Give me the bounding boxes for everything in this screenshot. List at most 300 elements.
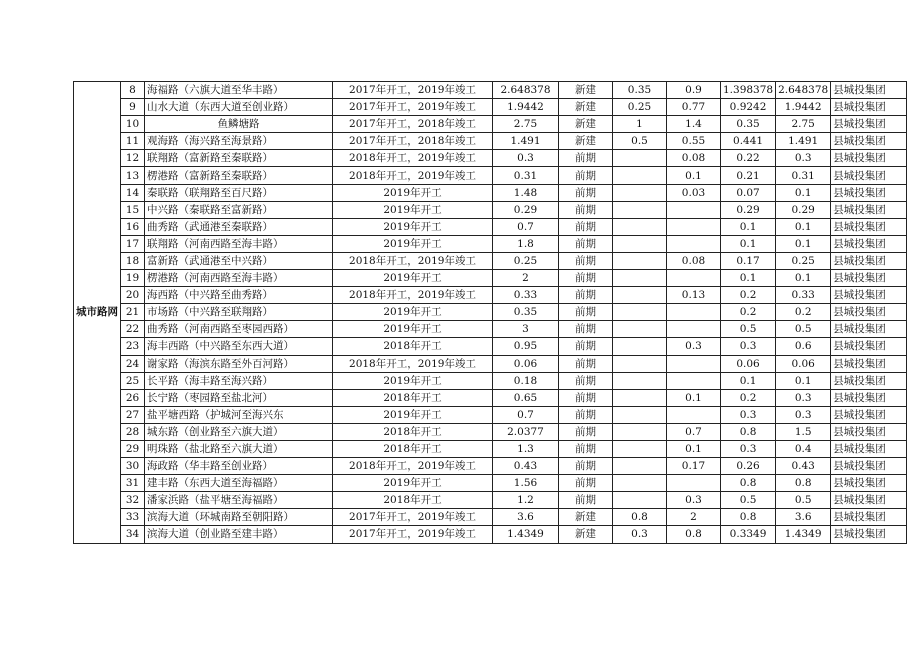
investment-col-c: 0.06 xyxy=(721,355,776,372)
construction-period: 2019年开工 xyxy=(333,184,493,201)
investment-col-a xyxy=(613,321,667,338)
investment-col-b: 0.08 xyxy=(667,252,721,269)
investment-col-b: 0.3 xyxy=(667,492,721,509)
construction-period: 2019年开工 xyxy=(333,218,493,235)
responsible-unit: 县城投集团 xyxy=(831,355,907,372)
investment-col-a xyxy=(613,406,667,423)
investment-col-b xyxy=(667,372,721,389)
project-type: 新建 xyxy=(559,99,613,116)
table-row xyxy=(74,218,907,235)
row-number: 8 xyxy=(121,82,145,99)
investment-col-a xyxy=(613,304,667,321)
total-investment: 0.18 xyxy=(493,372,559,389)
total-investment: 1.4349 xyxy=(493,526,559,543)
row-number: 16 xyxy=(121,218,145,235)
road-name: 海福路（六旗大道至华丰路） xyxy=(145,82,333,99)
road-name: 滨海大道（环城南路至朝阳路） xyxy=(145,509,333,526)
responsible-unit: 县城投集团 xyxy=(831,150,907,167)
responsible-unit: 县城投集团 xyxy=(831,321,907,338)
construction-period: 2019年开工 xyxy=(333,372,493,389)
table-row xyxy=(74,321,907,338)
investment-col-b: 0.17 xyxy=(667,458,721,475)
investment-col-d: 0.8 xyxy=(776,475,831,492)
total-investment: 0.7 xyxy=(493,218,559,235)
investment-col-a xyxy=(613,338,667,355)
total-investment: 2.75 xyxy=(493,116,559,133)
investment-col-a xyxy=(613,150,667,167)
road-name: 曲秀路（河南西路至枣园西路） xyxy=(145,321,333,338)
row-number: 28 xyxy=(121,423,145,440)
total-investment: 1.2 xyxy=(493,492,559,509)
table-row xyxy=(74,150,907,167)
investment-col-b: 1.4 xyxy=(667,116,721,133)
table-body xyxy=(74,82,907,544)
investment-col-d: 0.2 xyxy=(776,304,831,321)
project-type: 前期 xyxy=(559,372,613,389)
construction-period: 2018年开工，2019年竣工 xyxy=(333,252,493,269)
road-name: 曲秀路（武通港至秦联路） xyxy=(145,218,333,235)
road-name: 观海路（海兴路至海景路） xyxy=(145,133,333,150)
investment-col-c: 0.26 xyxy=(721,458,776,475)
responsible-unit: 县城投集团 xyxy=(831,218,907,235)
investment-col-d: 1.4349 xyxy=(776,526,831,543)
row-number: 29 xyxy=(121,440,145,457)
investment-col-b: 0.7 xyxy=(667,423,721,440)
project-type: 前期 xyxy=(559,150,613,167)
road-name: 长平路（海丰路至海兴路） xyxy=(145,372,333,389)
investment-col-b xyxy=(667,355,721,372)
investment-col-b xyxy=(667,218,721,235)
row-number: 11 xyxy=(121,133,145,150)
investment-col-c: 0.22 xyxy=(721,150,776,167)
investment-col-c: 0.9242 xyxy=(721,99,776,116)
road-name: 市场路（中兴路至联翔路） xyxy=(145,304,333,321)
road-name: 海西路（中兴路至曲秀路） xyxy=(145,287,333,304)
project-type: 前期 xyxy=(559,184,613,201)
investment-col-b xyxy=(667,201,721,218)
investment-col-a xyxy=(613,389,667,406)
construction-period: 2018年开工，2019年竣工 xyxy=(333,167,493,184)
investment-col-d: 0.5 xyxy=(776,492,831,509)
total-investment: 0.95 xyxy=(493,338,559,355)
investment-col-c: 0.5 xyxy=(721,321,776,338)
row-number: 18 xyxy=(121,252,145,269)
project-type: 前期 xyxy=(559,252,613,269)
investment-col-d: 0.43 xyxy=(776,458,831,475)
road-name: 中兴路（秦联路至富新路） xyxy=(145,201,333,218)
responsible-unit: 县城投集团 xyxy=(831,270,907,287)
table-row xyxy=(74,184,907,201)
table-row xyxy=(74,406,907,423)
total-investment: 1.56 xyxy=(493,475,559,492)
responsible-unit: 县城投集团 xyxy=(831,201,907,218)
investment-col-b: 0.9 xyxy=(667,82,721,99)
total-investment: 0.65 xyxy=(493,389,559,406)
construction-period: 2017年开工，2018年竣工 xyxy=(333,116,493,133)
construction-period: 2018年开工，2019年竣工 xyxy=(333,355,493,372)
road-name: 盐平塘西路（护城河至海兴东 xyxy=(145,406,333,423)
investment-col-b: 2 xyxy=(667,509,721,526)
responsible-unit: 县城投集团 xyxy=(831,389,907,406)
road-name: 潘家浜路（盐平塘至海福路） xyxy=(145,492,333,509)
road-name: 海丰西路（中兴路至东西大道） xyxy=(145,338,333,355)
investment-col-d: 1.491 xyxy=(776,133,831,150)
construction-period: 2017年开工，2019年竣工 xyxy=(333,509,493,526)
responsible-unit: 县城投集团 xyxy=(831,82,907,99)
responsible-unit: 县城投集团 xyxy=(831,133,907,150)
investment-col-a: 0.8 xyxy=(613,509,667,526)
investment-col-a xyxy=(613,184,667,201)
investment-col-c: 0.35 xyxy=(721,116,776,133)
responsible-unit: 县城投集团 xyxy=(831,167,907,184)
responsible-unit: 县城投集团 xyxy=(831,526,907,543)
investment-col-c: 0.441 xyxy=(721,133,776,150)
row-number: 12 xyxy=(121,150,145,167)
investment-col-c: 0.3 xyxy=(721,440,776,457)
total-investment: 2.648378 xyxy=(493,82,559,99)
investment-col-d: 0.3 xyxy=(776,406,831,423)
construction-period: 2018年开工，2019年竣工 xyxy=(333,287,493,304)
construction-period: 2019年开工 xyxy=(333,201,493,218)
total-investment: 0.31 xyxy=(493,167,559,184)
investment-col-b: 0.1 xyxy=(667,167,721,184)
total-investment: 0.25 xyxy=(493,252,559,269)
investment-col-b: 0.55 xyxy=(667,133,721,150)
investment-col-a xyxy=(613,252,667,269)
investment-col-c: 0.2 xyxy=(721,304,776,321)
table-row xyxy=(74,99,907,116)
road-name: 城东路（创业路至六旗大道） xyxy=(145,423,333,440)
investment-col-d: 0.5 xyxy=(776,321,831,338)
total-investment: 3 xyxy=(493,321,559,338)
total-investment: 0.06 xyxy=(493,355,559,372)
row-number: 32 xyxy=(121,492,145,509)
investment-col-c: 0.8 xyxy=(721,423,776,440)
investment-col-b: 0.03 xyxy=(667,184,721,201)
investment-col-d: 0.33 xyxy=(776,287,831,304)
project-table xyxy=(73,81,907,544)
road-name: 楞港路（河南西路至海丰路） xyxy=(145,270,333,287)
investment-col-d: 0.06 xyxy=(776,355,831,372)
responsible-unit: 县城投集团 xyxy=(831,252,907,269)
investment-col-a: 0.25 xyxy=(613,99,667,116)
project-type: 前期 xyxy=(559,492,613,509)
investment-col-d: 0.4 xyxy=(776,440,831,457)
construction-period: 2018年开工 xyxy=(333,492,493,509)
investment-col-b: 0.8 xyxy=(667,526,721,543)
row-number: 21 xyxy=(121,304,145,321)
investment-col-d: 0.1 xyxy=(776,184,831,201)
investment-col-b xyxy=(667,321,721,338)
investment-col-a xyxy=(613,167,667,184)
row-number: 13 xyxy=(121,167,145,184)
responsible-unit: 县城投集团 xyxy=(831,235,907,252)
road-name: 秦联路（联翔路至百尺路） xyxy=(145,184,333,201)
investment-col-c: 0.17 xyxy=(721,252,776,269)
investment-col-c: 0.29 xyxy=(721,201,776,218)
road-name: 长宁路（枣园路至盐北河） xyxy=(145,389,333,406)
total-investment: 3.6 xyxy=(493,509,559,526)
investment-col-c: 0.1 xyxy=(721,235,776,252)
project-type: 新建 xyxy=(559,509,613,526)
construction-period: 2018年开工 xyxy=(333,440,493,457)
responsible-unit: 县城投集团 xyxy=(831,372,907,389)
road-name: 联翔路（富新路至秦联路） xyxy=(145,150,333,167)
project-type: 前期 xyxy=(559,355,613,372)
table-row xyxy=(74,389,907,406)
road-name: 鱼鳞塘路 xyxy=(145,116,333,133)
investment-col-a xyxy=(613,201,667,218)
investment-col-b xyxy=(667,270,721,287)
investment-col-b: 0.77 xyxy=(667,99,721,116)
table-row xyxy=(74,270,907,287)
row-number: 20 xyxy=(121,287,145,304)
investment-col-d: 0.1 xyxy=(776,235,831,252)
investment-col-a xyxy=(613,355,667,372)
road-name: 谢家路（海滨东路至外百河路） xyxy=(145,355,333,372)
project-type: 新建 xyxy=(559,116,613,133)
investment-col-c: 0.3349 xyxy=(721,526,776,543)
total-investment: 1.48 xyxy=(493,184,559,201)
table-row xyxy=(74,526,907,543)
project-type: 新建 xyxy=(559,133,613,150)
responsible-unit: 县城投集团 xyxy=(831,338,907,355)
road-name: 建丰路（东西大道至海福路） xyxy=(145,475,333,492)
construction-period: 2019年开工 xyxy=(333,304,493,321)
row-number: 27 xyxy=(121,406,145,423)
construction-period: 2019年开工 xyxy=(333,321,493,338)
investment-col-a xyxy=(613,440,667,457)
row-number: 23 xyxy=(121,338,145,355)
project-type: 新建 xyxy=(559,526,613,543)
road-name: 滨海大道（创业路至建丰路） xyxy=(145,526,333,543)
table-row xyxy=(74,201,907,218)
construction-period: 2019年开工 xyxy=(333,475,493,492)
responsible-unit: 县城投集团 xyxy=(831,423,907,440)
road-name: 山水大道（东西大道至创业路） xyxy=(145,99,333,116)
investment-col-a xyxy=(613,458,667,475)
investment-col-b xyxy=(667,406,721,423)
total-investment: 0.35 xyxy=(493,304,559,321)
table-row xyxy=(74,338,907,355)
total-investment: 2.0377 xyxy=(493,423,559,440)
investment-col-d: 2.75 xyxy=(776,116,831,133)
total-investment: 0.3 xyxy=(493,150,559,167)
row-number: 17 xyxy=(121,235,145,252)
row-number: 25 xyxy=(121,372,145,389)
investment-col-a xyxy=(613,423,667,440)
investment-col-a xyxy=(613,287,667,304)
investment-col-d: 0.29 xyxy=(776,201,831,218)
project-type: 前期 xyxy=(559,406,613,423)
total-investment: 0.33 xyxy=(493,287,559,304)
row-number: 33 xyxy=(121,509,145,526)
construction-period: 2019年开工 xyxy=(333,406,493,423)
investment-col-c: 0.2 xyxy=(721,287,776,304)
project-type: 前期 xyxy=(559,321,613,338)
total-investment: 2 xyxy=(493,270,559,287)
responsible-unit: 县城投集团 xyxy=(831,184,907,201)
table-row xyxy=(74,82,907,99)
project-type: 前期 xyxy=(559,458,613,475)
construction-period: 2017年开工，2018年竣工 xyxy=(333,133,493,150)
road-name: 联翔路（河南西路至海丰路） xyxy=(145,235,333,252)
investment-col-a xyxy=(613,235,667,252)
investment-col-b: 0.13 xyxy=(667,287,721,304)
table-row xyxy=(74,372,907,389)
table-row xyxy=(74,492,907,509)
investment-col-b: 0.3 xyxy=(667,338,721,355)
investment-col-a: 0.5 xyxy=(613,133,667,150)
investment-col-c: 0.1 xyxy=(721,270,776,287)
investment-col-c: 0.07 xyxy=(721,184,776,201)
investment-col-a xyxy=(613,475,667,492)
investment-col-d: 0.6 xyxy=(776,338,831,355)
investment-col-b: 0.1 xyxy=(667,440,721,457)
table-row xyxy=(74,116,907,133)
table-row xyxy=(74,423,907,440)
row-number: 24 xyxy=(121,355,145,372)
investment-col-d: 1.9442 xyxy=(776,99,831,116)
investment-col-d: 0.31 xyxy=(776,167,831,184)
investment-col-a: 1 xyxy=(613,116,667,133)
investment-col-a xyxy=(613,372,667,389)
investment-col-b: 0.08 xyxy=(667,150,721,167)
project-type: 前期 xyxy=(559,389,613,406)
table-row xyxy=(74,440,907,457)
total-investment: 0.29 xyxy=(493,201,559,218)
road-name: 明珠路（盐北路至六旗大道） xyxy=(145,440,333,457)
construction-period: 2018年开工 xyxy=(333,389,493,406)
project-type: 新建 xyxy=(559,82,613,99)
total-investment: 1.3 xyxy=(493,440,559,457)
investment-col-b xyxy=(667,475,721,492)
investment-col-c: 0.8 xyxy=(721,475,776,492)
investment-col-c: 0.3 xyxy=(721,406,776,423)
road-name: 楞港路（富新路至秦联路） xyxy=(145,167,333,184)
table-row xyxy=(74,355,907,372)
row-number: 30 xyxy=(121,458,145,475)
project-type: 前期 xyxy=(559,270,613,287)
investment-col-b xyxy=(667,235,721,252)
investment-col-a xyxy=(613,218,667,235)
investment-col-c: 0.1 xyxy=(721,218,776,235)
investment-col-b: 0.1 xyxy=(667,389,721,406)
construction-period: 2017年开工，2019年竣工 xyxy=(333,82,493,99)
table-row xyxy=(74,133,907,150)
row-number: 14 xyxy=(121,184,145,201)
row-number: 26 xyxy=(121,389,145,406)
investment-col-d: 3.6 xyxy=(776,509,831,526)
investment-col-c: 1.398378 xyxy=(721,82,776,99)
responsible-unit: 县城投集团 xyxy=(831,406,907,423)
total-investment: 1.9442 xyxy=(493,99,559,116)
investment-col-a xyxy=(613,492,667,509)
project-type: 前期 xyxy=(559,304,613,321)
table-row xyxy=(74,509,907,526)
responsible-unit: 县城投集团 xyxy=(831,287,907,304)
investment-col-d: 0.1 xyxy=(776,270,831,287)
table-row xyxy=(74,458,907,475)
row-number: 9 xyxy=(121,99,145,116)
project-type: 前期 xyxy=(559,218,613,235)
investment-col-c: 0.21 xyxy=(721,167,776,184)
construction-period: 2018年开工 xyxy=(333,338,493,355)
row-number: 22 xyxy=(121,321,145,338)
investment-col-b xyxy=(667,304,721,321)
investment-col-c: 0.2 xyxy=(721,389,776,406)
road-name: 富新路（武通港至中兴路） xyxy=(145,252,333,269)
row-number: 31 xyxy=(121,475,145,492)
table-row xyxy=(74,235,907,252)
category-cell: 城市路网 xyxy=(74,82,121,544)
table-row xyxy=(74,252,907,269)
project-type: 前期 xyxy=(559,423,613,440)
total-investment: 1.8 xyxy=(493,235,559,252)
project-type: 前期 xyxy=(559,235,613,252)
investment-col-d: 2.648378 xyxy=(776,82,831,99)
investment-col-a: 0.3 xyxy=(613,526,667,543)
responsible-unit: 县城投集团 xyxy=(831,475,907,492)
total-investment: 0.7 xyxy=(493,406,559,423)
responsible-unit: 县城投集团 xyxy=(831,458,907,475)
construction-period: 2019年开工 xyxy=(333,235,493,252)
responsible-unit: 县城投集团 xyxy=(831,99,907,116)
table-row xyxy=(74,167,907,184)
investment-col-d: 0.1 xyxy=(776,218,831,235)
investment-col-c: 0.3 xyxy=(721,338,776,355)
row-number: 15 xyxy=(121,201,145,218)
responsible-unit: 县城投集团 xyxy=(831,492,907,509)
responsible-unit: 县城投集团 xyxy=(831,116,907,133)
construction-period: 2018年开工，2019年竣工 xyxy=(333,150,493,167)
row-number: 10 xyxy=(121,116,145,133)
project-type: 前期 xyxy=(559,287,613,304)
investment-col-c: 0.1 xyxy=(721,372,776,389)
project-type: 前期 xyxy=(559,338,613,355)
construction-period: 2019年开工 xyxy=(333,270,493,287)
table-row xyxy=(74,287,907,304)
investment-col-a xyxy=(613,270,667,287)
construction-period: 2017年开工，2019年竣工 xyxy=(333,99,493,116)
responsible-unit: 县城投集团 xyxy=(831,304,907,321)
table-row xyxy=(74,304,907,321)
row-number: 34 xyxy=(121,526,145,543)
investment-col-d: 0.3 xyxy=(776,389,831,406)
investment-col-d: 1.5 xyxy=(776,423,831,440)
investment-col-a: 0.35 xyxy=(613,82,667,99)
project-type: 前期 xyxy=(559,475,613,492)
table-row xyxy=(74,475,907,492)
construction-period: 2017年开工，2019年竣工 xyxy=(333,526,493,543)
investment-col-d: 0.1 xyxy=(776,372,831,389)
total-investment: 0.43 xyxy=(493,458,559,475)
responsible-unit: 县城投集团 xyxy=(831,509,907,526)
project-type: 前期 xyxy=(559,167,613,184)
project-type: 前期 xyxy=(559,201,613,218)
row-number: 19 xyxy=(121,270,145,287)
project-type: 前期 xyxy=(559,440,613,457)
investment-col-d: 0.25 xyxy=(776,252,831,269)
investment-col-c: 0.5 xyxy=(721,492,776,509)
investment-col-d: 0.3 xyxy=(776,150,831,167)
road-name: 海政路（华丰路至创业路） xyxy=(145,458,333,475)
construction-period: 2018年开工，2019年竣工 xyxy=(333,458,493,475)
construction-period: 2018年开工 xyxy=(333,423,493,440)
investment-col-c: 0.8 xyxy=(721,509,776,526)
total-investment: 1.491 xyxy=(493,133,559,150)
responsible-unit: 县城投集团 xyxy=(831,440,907,457)
